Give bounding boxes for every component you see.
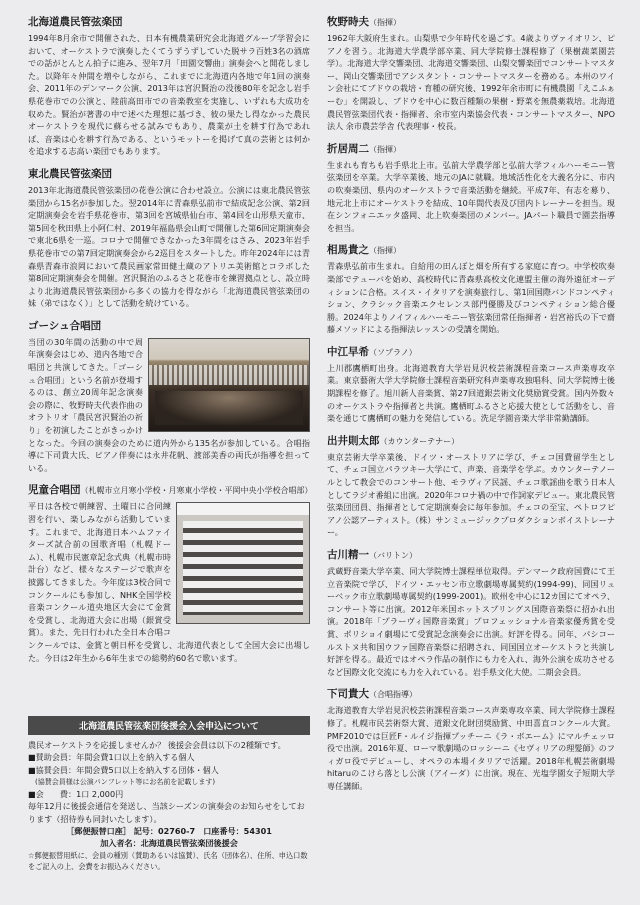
section-text: 1994年8月余市で開催された、日本有機農業研究会北海道グループ学習会において、オーケストラで演奏したくてうずうずしていた脱サラ百姓3名の酒席での話がとんとん拍子に進み、翌年7月「田園交響曲」演奏会へと開花しました。以降年々仲間を増やしながら、これまでに北海道内各地で年1回の演奏会、2011年のデンマーク公演、2013年は宮沢賢治の没後80年を記念し岩手県花巻市での公演と、陸前高田市での音楽教室を実施し、いずれも大成功を収めた。賢治が著書の中で述べた理想に基づき、彼の果たし得なかった農民オーケストラを現代に蘇らせる試みでもあり、農業が土を耕す行為であれば、音楽は心を耕す行為である、というモットーを掲げて真の芸術とは何かを追求する志高い楽団でもあります。 (28, 33, 310, 157)
profile-role: （指揮） (369, 144, 401, 154)
profile-name: 牧野時夫 (327, 16, 369, 28)
profile-name: 下司貴大 (327, 688, 369, 701)
profile-nakae (327, 344, 615, 425)
support-association-box (28, 716, 310, 892)
profile-text: 北海道教育大学岩見沢校芸術課程音楽コース声楽専攻卒業、同大学院修士課程修了。札幌市民芸術祭大賞、道銀文化財団奨励賞、中田喜直コンクール大賞。PMF2010では巨匠F・ルイジ指揮プッチーニ《ラ・ボエーム》にマルチェッロ役で出演。2016年夏、ローマ歌劇場のロッシーニ《セヴィリアの理髪師》のフィガロ役でデビューし、オペラの本場イタリアで活躍。2018年札幌芸術劇場hitaruのこけら落とし公演（アイーダ）に出演。現在、光塩学園女子短期大学専任講師。 (327, 705, 615, 791)
profile-text: 東京芸術大学卒業後、ドイツ・オーストリアに学び、チェコ国費留学生として、チェコ国立パラツキー大学にて、声楽、音楽学を学ぶ。カウンターテノールとして教会でのコンサート他、モラヴィア民謡、チェコ歌謡曲を歌う日本人としてラジオ番組に出演。2020年コロナ禍の中で作詞家デビュー。東北農民管弦楽団団員、指揮者として定期演奏会に毎年参加。チェコの至宝、ペトロフピアノ公認アーティスト。（株）サンミュージックプロダクションボイストレーナー。 (327, 451, 615, 538)
profile-text: 武蔵野音楽大学卒業、同大学院博士課程単位取得。デンマーク政府国費にて王立音楽院で学び、ドイツ・エッセン市立歌劇場専属契約(1994-99)、同国リューベック市立歌劇場専属契約(1999-2001)。欧州を中心に12カ国にてオペラ、コンサート等に出演。2012年米国ホットスプリングス国際音楽祭に招かれ出演。2018年「プラーヴィ国際音楽賞」プロフェッショナル音楽家優秀賞を受賞、ポリショイ劇場にて受賞記念演奏会に出演。好評を得る。同年、パシコールストヌ共和国ウファ国際音楽祭に招聘され、同国国立オーケストラと共演し好評を得る。最近ではオペラ作品の制作にも力を入れ、海外公演を成功させるなど国際文化交流にも力を入れている。岩手県文化大使。二期会会員。 (327, 566, 615, 677)
profile-orii (327, 141, 615, 235)
profile-name: 中江早希 (327, 345, 369, 358)
children-choir-photo (176, 502, 310, 624)
profile-role: （指揮） (369, 246, 401, 256)
profile-heading (327, 14, 615, 29)
profile-heading (327, 141, 615, 156)
support-line: 農民オーケストラを応援しませんか？ 後援会会員は以下の2種類です。 (28, 740, 286, 750)
section-children-choir (28, 482, 313, 664)
left-column (28, 14, 313, 664)
profile-geshi (327, 686, 615, 792)
section-heading: ゴーシュ合唱団 (28, 319, 102, 332)
profile-role: （ソプラノ） (369, 347, 417, 357)
profile-text: 1962年大阪府生まれ。山梨県で少年時代を過ごす。4歳よりヴァイオリン、ピアノを習う。北海道大学農学部卒業、同大学院修士課程修了（果樹蔬菜園芸学）。北海道大学交響楽団、北海道交響楽団、山梨交響楽団でコンサートマスター、岡山交響楽団でアシスタント・コンサートマスターを務める。本州のワイン会社にてブドウの栽培・育種の研究後、1992年余市町に有機農園「えこふぁーむ」を開設し、ブドウを中心に数百種類の果樹・野菜を無農薬栽培。北海道農民管弦楽団代表・指揮者、余市室内楽協会代表・コンサートマスター、NPO法人 余市農芸学舎 代表理事・校長。 (327, 33, 615, 132)
profile-name: 出井則太郎 (327, 434, 380, 447)
heading-note: （札幌市立月寒小学校・月寒東小学校・平岡中央小学校合唱部） (80, 486, 313, 496)
section-heading: 東北農民管弦楽団 (28, 167, 112, 180)
profile-heading (327, 242, 615, 257)
profile-role: （カウンターテナー） (379, 436, 460, 446)
support-box-title: 北海道農民管弦楽団後援会入会申込について (28, 716, 310, 735)
section-text: 2013年北海道農民管弦楽団の花巻公演に合わせ設立。公演には東北農民管弦楽団から15名が参加した。翌2014年に青森県弘前市で結成記念公演、第2回定期演奏会を岩手県花巻市、第3回を宮城県仙台市、第4回を山形県天童市、第5回を秋田県上小阿仁村、2019年福島県会山町で開催した第6回定期演奏会で東北6県を一巡。コロナで開催できなかった3年間をはさみ、2023年岩手県花巻市での第7回定期演奏会から2巡目をスタートした。昨年2024年には青森県青森市浪岡において農民画家常田健土蔵のアトリエ美術館とコラボした第8回定期演奏会を開催。宮沢賢治のふるさと花巻市を練習拠点とし、設立時より北海道農民管弦楽団から多くの協力を得ながら「北海道農民管弦楽団の妹（弟ではなく）」として活動を続けている。 (28, 184, 310, 309)
profile-name: 相馬貴之 (327, 244, 369, 257)
heading-title: 児童合唱団 (28, 484, 81, 497)
support-line: ［郵便振替口座］ 記号：02760-7 口座番号：54301 (66, 826, 272, 837)
section-text: 当団の30年間の活動の中で周年演奏会はじめ、道内各地で合唱団と共演してきた。「ゴーシュ合唱団」という名前が登場するのは、創立20周年記念演奏会の際に、牧野時夫代表作曲のオラトリオ「農民宮沢賢治の祈り」を初演したことがきっかけとなった。今回の演奏会のために道内外から135名が参加している。合唱指導に下司貴大氏、ピアノ伴奏には永井花帆、渡部美香の両氏が指導を担っている。 (28, 336, 310, 473)
section-heading (28, 482, 313, 497)
profile-role: （バリトン） (369, 551, 417, 560)
profile-role: （合唱指導） (369, 690, 417, 700)
support-line: ☆郵便振替用紙に、会員の種別（賛助あるいは協賛）、氏名（団体名）、住所、申込口数をご記入の上、会費をお振込みください。 (28, 850, 308, 871)
profile-text: 上川郡鷹栖町出身。北海道教育大学岩見沢校芸術課程音楽コース声楽専攻卒業。東京藝術大学大学院修士課程音楽研究科声楽専攻独唱科、同大学院博士後期課程を修了。旭川新人音楽賞、第27回道銀芸術文化奨励賞受賞。国内外数々のオーケストラや指揮者と共演。鷹栖町ふるさと応援大使として活動をし、音楽を通じて鷹栖町の魅力を発信している。洗足学園音楽大学非常勤講師。 (327, 362, 615, 424)
profile-name: 古川精一 (327, 549, 369, 561)
profile-makino (327, 14, 615, 133)
profile-text: 生まれも育ちも岩手県北上市。弘前大学農学部と弘前大学フィルハーモニー管弦楽団を卒業。大学卒業後、地元のJAに就職。地域活性化を大義名分に、市内の吹奏楽団、県内のオーケストラで音楽活動を継続。平成7年、有志を募り、地元北上市にオーケストラを結成、10年間代表及び団内トレーナーを担当。現在シンフォニエッタ盛岡、北上吹奏楽団のメンバー。JAパート職員で園芸指導を担当。 (327, 159, 615, 233)
profile-text: 青森県弘前市生まれ。自給用の田んぼと畑を所有する家庭に育つ。中学校吹奏楽部でテューバを始め、高校時代に青森県高校文化連盟主催の海外遠征オーディションに合格。スイス・イタリアを演奏旅行し、第1回国際バンドコンペティション、クラシック音楽エクセレンス部門優勝及びコンペティション総合優勝。2024年よりノイフィルハーモニー管弦楽団常任指揮者・岩宮裕氏の下で齋藤メソッドによる指揮法レッスンの受講を開始。 (327, 261, 615, 335)
profile-heading (327, 686, 615, 701)
support-line: 毎年12月に後援会通信を発送し、当該シーズンの演奏会のお知らせをしております（招待券も同封いたします）。 (28, 801, 305, 824)
profile-heading (327, 433, 615, 448)
profile-heading (327, 344, 615, 359)
profile-name: 折居周二 (327, 142, 369, 155)
section-tohoku-orchestra (28, 166, 310, 310)
section-hokkaido-orchestra (28, 14, 310, 158)
profile-furukawa (327, 547, 615, 678)
profile-dei (327, 433, 615, 539)
profile-heading (327, 547, 615, 562)
support-line: ■会 費：1口 2,000円 (28, 789, 124, 800)
support-line: ■協賛会員：年間会費5口以上を納入する団体・個人 (28, 764, 219, 775)
support-line: (協賛会員様は公演パンフレット等にお名前を記載します) (28, 777, 216, 786)
profile-role: （指揮） (369, 18, 401, 27)
section-gauche-choir (28, 318, 310, 475)
support-line: 加入者名：北海道農民管弦楽団後援会 (100, 838, 238, 849)
section-heading: 北海道農民管弦楽団 (28, 16, 123, 28)
section-text: 平日は各校で朝練習、土曜日に合同練習を行い、楽しみながら活動しています。これまで、北海道日本ハムファイターズ試合前の国歌斉唱（札幌ドーム）、札幌市民憲章記念式典（札幌市時計台）など、様々なステージで歌声を披露してきました。今年度は3校合同でコンクールにも参加し、NHK全国学校音楽コンクール道央地区大会にて金賞を受賞し、北海道大会に出場（銀賞受賞）。また、先日行われた全日本合唱コンクールでは、金賞と朝日杯を受賞し、北海道代表として全国大会に出場した。今日は2年生から6年生までの総勢約60名で歌います。 (28, 501, 310, 663)
profile-soma (327, 242, 615, 336)
support-line: ■賛助会員：年間会費1口以上を納入する個人 (28, 752, 195, 763)
orchestra-photo (148, 338, 310, 432)
right-column (327, 14, 615, 801)
